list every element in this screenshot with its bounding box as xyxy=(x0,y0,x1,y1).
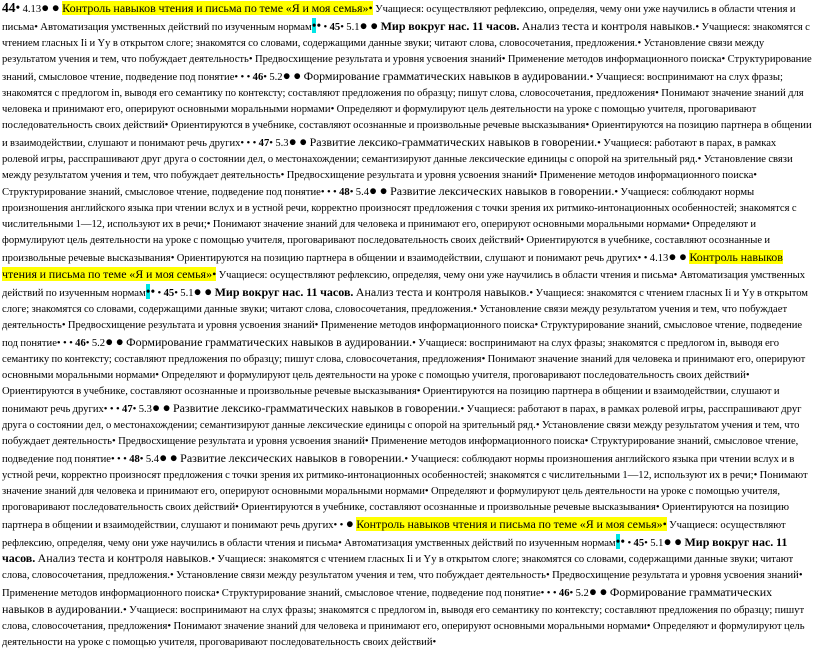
lesson-code: 5.1 xyxy=(346,21,360,33)
bullet: • xyxy=(798,570,803,582)
activity-text: Понимают значение знаний для человека и принимают его, оперируют основными моральными нормами xyxy=(2,87,804,115)
bullet: • xyxy=(170,570,174,582)
activity-text: Учащиеся: воспринимают на слух фразы; знакомятся с предлогом in, выводя его семантику по контексту; составляют предложения по образцу; пишут слова, словосочетания, предложения xyxy=(2,71,783,99)
bullet: ● xyxy=(345,515,354,531)
bullet: • xyxy=(584,435,589,447)
activity-text: Предвосхищение результата и уровня усвоения знаний xyxy=(118,435,365,447)
bullet: • xyxy=(620,533,626,549)
lesson-title: Мир вокруг нас. 11 часов. xyxy=(380,18,520,33)
lesson-title: Развитие лексических навыков в говорении. xyxy=(390,184,615,199)
bullet: • xyxy=(252,137,257,149)
activity-text: Определяют и формулируют цель деятельности на уроке с помощью учителя, проговаривают последовательность своих действий xyxy=(2,621,805,649)
activity-text: Определяют и формулируют цель деятельности на уроке с помощью учителя, проговаривают последовательность своих действий xyxy=(2,485,781,513)
bullet: • xyxy=(15,0,21,15)
bullet: ● xyxy=(105,334,114,350)
bullet: • xyxy=(248,53,253,65)
bullet: • xyxy=(637,253,642,265)
bullet: • xyxy=(416,385,421,397)
bullet: • xyxy=(269,137,273,149)
activity-text: Автоматизация умственных действий по изученным нормам xyxy=(40,21,312,33)
lesson-code: 5.2 xyxy=(91,338,106,350)
bullet: • xyxy=(170,253,175,265)
lesson-title: Развитие лексико-грамматических навыков в говорении. xyxy=(172,400,461,415)
bullet: ● xyxy=(288,133,297,149)
lesson-number: 46 xyxy=(75,338,86,350)
bullet: • xyxy=(338,537,342,549)
activity-text: Ориентируются на позицию партнера в общении и взаимодействии, слушают и понимают речь других xyxy=(2,119,812,149)
lesson-code: 4.13 xyxy=(649,253,669,265)
activity-text: Ориентируются в учебнике, составляют осознанные и произвольные речевые высказывания xyxy=(2,235,771,265)
activity-text: Ориентируются на позицию партнера в общении и взаимодействии, слушают и понимают речь других xyxy=(2,501,789,531)
bullet: • xyxy=(240,137,245,149)
lesson-code: 5.2 xyxy=(575,588,589,600)
activity-text: Автоматизация умственных действий по изученным нормам xyxy=(2,270,806,300)
activity-text: Установление связи между результатом учения и тем, что побуждает деятельность xyxy=(2,37,765,65)
lesson-title: Формирование грамматических навыков в аудировании. xyxy=(2,585,773,617)
bullet: • xyxy=(246,137,251,149)
activity-text: Структурирование знаний, смысловое чтение, подведение под понятие xyxy=(2,320,803,350)
lesson-title-highlighted: Контроль навыков чтения и письма по теме «Я и моя семья» xyxy=(356,516,663,531)
bullet: • xyxy=(481,354,486,366)
bullet: • xyxy=(404,453,409,465)
bullet: • xyxy=(540,588,545,600)
bullet: • xyxy=(211,554,215,566)
activity-text: Предвосхищение результата и уровня усвоения знаний xyxy=(552,570,799,582)
bullet: • xyxy=(234,71,239,83)
bullet: ● xyxy=(41,0,50,15)
activity-text: Ориентируются на позицию партнера в общении и взаимодействии, слушают и понимают речь других xyxy=(2,385,780,415)
activity-text: Применение методов информационного поиска xyxy=(539,169,754,181)
bullet: • xyxy=(235,501,239,513)
activity-text: Структурирование знаний, смысловое чтение, подведение под понятие xyxy=(2,187,321,199)
lesson-number: 46 xyxy=(558,588,570,600)
activity-text: Учащиеся: знакомятся с чтением гласных Ii и Yy в открытом слоге; знакомятся со словами, содержащими данные звуки; читают слова, словосочетания, предложения. xyxy=(2,21,810,49)
bullet: • xyxy=(212,267,217,282)
bullet: • xyxy=(103,403,108,415)
bullet: ● xyxy=(663,533,672,549)
bullet: ● xyxy=(369,183,378,199)
activity-text: Установление связи между результатом учения и тем, что побуждает деятельность xyxy=(2,153,793,181)
activity-text: Структурирование знаний, смысловое чтение, подведение под понятие xyxy=(2,435,799,465)
lesson-number: 44 xyxy=(2,0,16,15)
bullet: • xyxy=(753,169,757,181)
bullet: • xyxy=(112,435,116,447)
bullet: • xyxy=(643,253,648,265)
bullet: ● xyxy=(293,67,302,83)
bullet: ● xyxy=(193,284,202,300)
bullet: • xyxy=(123,605,127,617)
bullet: • xyxy=(139,453,144,465)
lesson-subtitle: Анализ теста и контроля навыков. xyxy=(355,285,530,300)
activity-text: Автоматизация умственных действий по изученным нормам xyxy=(344,537,616,549)
lesson-title-highlighted: Контроль навыков чтения и письма по теме «Я и моя семья» xyxy=(62,1,369,15)
bullet: • xyxy=(323,21,328,33)
bullet: • xyxy=(627,537,632,549)
bullet: • xyxy=(174,288,178,300)
lesson-subtitle: Анализ теста и контроля навыков. xyxy=(521,18,696,33)
bullet: • xyxy=(132,403,137,415)
bullet: • xyxy=(364,435,369,447)
lesson-title-highlighted: Контроль навыков чтения и письма по теме «Я и моя семья» xyxy=(2,250,783,282)
bullet: • xyxy=(460,403,465,415)
bullet: • xyxy=(545,570,550,582)
lesson-title: Развитие лексико-грамматических навыков в говорении. xyxy=(309,134,598,149)
activity-text: Предвосхищение результата и уровня усвоения знаний xyxy=(286,169,534,181)
bullet: • xyxy=(61,320,66,332)
bullet: • xyxy=(368,1,373,15)
bullet: ● xyxy=(169,449,178,465)
activity-text: Ориентируются в учебнике, составляют осознанные и произвольные речевые высказывания xyxy=(2,385,417,397)
activity-text: Применение методов информационного поиска xyxy=(2,588,216,600)
lesson-number: 47 xyxy=(122,403,133,415)
bullet: • xyxy=(150,284,156,300)
bullet: • xyxy=(145,284,151,300)
activity-text: Установление связи между результатом учения и тем, что побуждает деятельность xyxy=(2,419,800,447)
bullet: ● xyxy=(379,183,388,199)
bullet: • xyxy=(326,187,331,199)
bullet: • xyxy=(63,338,67,350)
bullet: ● xyxy=(588,584,597,600)
bullet: • xyxy=(695,21,700,33)
bullet: ● xyxy=(162,399,171,415)
bullet: • xyxy=(552,588,557,600)
bullet: • xyxy=(534,320,539,332)
bullet: • xyxy=(662,516,667,531)
bullet: ● xyxy=(599,584,608,600)
bullet: • xyxy=(206,219,211,231)
activity-text: Понимают значение знаний для человека и принимают его, оперируют основными моральными нормами xyxy=(2,469,808,497)
activity-text: Ориентируются на позицию партнера в общении и взаимодействии, слушают и понимают речь других xyxy=(176,253,638,265)
bullet: ● xyxy=(51,0,60,15)
activity-text: Понимают значение знаний для человека и принимают его, оперируют основными моральными нормами xyxy=(173,621,647,633)
bullet: • xyxy=(637,37,642,49)
bullet: • xyxy=(240,71,245,83)
bullet: • xyxy=(424,485,429,497)
bullet: • xyxy=(333,519,338,531)
bullet: • xyxy=(569,588,574,600)
bullet: • xyxy=(546,588,551,600)
lesson-number: 47 xyxy=(258,137,270,149)
bullet: ● xyxy=(370,17,379,33)
activity-text: Применение методов информационного поиска xyxy=(320,320,535,332)
bullet: • xyxy=(340,21,344,33)
bullet: • xyxy=(263,71,267,83)
bullet: • xyxy=(85,338,90,350)
bullet: • xyxy=(280,169,285,181)
activity-text: Понимают значение знаний для человека и принимают его, оперируют основными моральными нормами xyxy=(212,219,687,231)
bullet: • xyxy=(123,453,127,465)
lesson-code: 5.2 xyxy=(269,71,283,83)
bullet: • xyxy=(117,453,121,465)
activity-text: Структурирование знаний, смысловое чтение, подведение под понятие xyxy=(2,53,812,83)
lesson-number: 45 xyxy=(163,288,175,300)
bullet: • xyxy=(655,501,660,513)
lesson-code: 5.1 xyxy=(180,288,194,300)
lesson-code: 5.1 xyxy=(650,537,664,549)
bullet: • xyxy=(644,537,648,549)
bullet: • xyxy=(320,187,325,199)
activity-text: Учащиеся: воспринимают на слух фразы; знакомятся с предлогом in, выводя его семантику по контексту; составляют предложения по образцу; пишут слова, словосочетания, предложения xyxy=(2,338,780,366)
bullet: • xyxy=(473,304,478,316)
activity-text: Предвосхищение результата и уровня усвоения знаний xyxy=(67,320,315,332)
bullet: ● xyxy=(668,249,677,265)
activity-text: Установление связи между результатом учения и тем, что побуждает деятельность xyxy=(176,570,546,582)
lesson-title: Мир вокруг нас. 11 часов. xyxy=(214,285,354,300)
lesson-title: Формирование грамматических навыков в аудировании. xyxy=(126,335,413,350)
bullet: • xyxy=(589,71,594,83)
bullet: • xyxy=(246,71,251,83)
bullet: ● xyxy=(115,334,124,350)
bullet: • xyxy=(614,187,619,199)
bullet: • xyxy=(167,621,172,633)
bullet: • xyxy=(686,219,690,231)
lesson-title: Формирование грамматических навыков в аудировании. xyxy=(303,68,590,83)
lesson-title: Мир вокруг нас. 11 часов. xyxy=(2,534,788,566)
activity-text: Учащиеся: работают в парах, в рамках ролевой игры, расспрашивают друг друга о состоянии дел, о местонахождении; семантизируют данные лексические единицы с опорой на зрительный ряд. xyxy=(2,403,802,431)
bullet: • xyxy=(520,235,525,247)
lesson-number: 45 xyxy=(633,537,645,549)
bullet: • xyxy=(753,469,758,481)
activity-text: Учащиеся: осуществляют рефлексию, определяя, чему они уже научились в области чтения и письма xyxy=(2,4,796,33)
bullet: ● xyxy=(678,249,688,265)
activity-text: Учащиеся: соблюдают нормы произношения английского языка при чтении вслух и в устной речи, корректно произносят предложения с точки зрения их ритмико-интонационных особенностей; знакомятся с числительными 1—12, используют их в речи; xyxy=(2,453,795,481)
bullet: • xyxy=(110,453,115,465)
bullet: • xyxy=(697,153,702,165)
bullet: • xyxy=(69,338,73,350)
bullet: • xyxy=(316,17,322,33)
bullet: • xyxy=(655,87,659,99)
bullet: • xyxy=(349,187,354,199)
lesson-code: 5.4 xyxy=(145,453,160,465)
activity-text: Применение методов информационного поиска xyxy=(370,435,585,447)
bullet: ● xyxy=(159,449,168,465)
bullet: • xyxy=(533,169,538,181)
bullet: • xyxy=(34,21,38,33)
bullet: • xyxy=(339,519,344,531)
activity-text: Учащиеся: знакомятся с чтением гласных Ii и Yy в открытом слоге; знакомятся со словами, содержащими данные звуки; читают слова, словосочетания, предложения. xyxy=(2,288,808,316)
bullet: • xyxy=(311,17,317,33)
activity-text: Учащиеся: работают в парах, в рамках ролевой игры, расспрашивают друг друга о состоянии дел, о местонахождении; семантизируют данные лексические единицы с опорой на зрительный ряд. xyxy=(2,137,777,165)
bullet: • xyxy=(330,103,335,115)
bullet: ● xyxy=(673,533,683,549)
bullet: • xyxy=(115,403,120,415)
activity-text: Предвосхищение результата и уровня усвоения знаний xyxy=(254,53,502,65)
lesson-code: 5.3 xyxy=(275,137,289,149)
bullet: • xyxy=(745,369,750,381)
bullet: • xyxy=(157,288,162,300)
activity-text: Учащиеся: соблюдают нормы произношения английского языка при чтении вслух и в устной речи, корректно произносят предложения с точки зрения их ритмико-интонационных особенностей; знакомятся с числительными 1—12, используют их в речи; xyxy=(2,187,797,231)
activity-text: Установление связи между результатом учения и тем, что побуждает деятельность xyxy=(2,304,788,332)
lesson-number: 46 xyxy=(252,71,264,83)
activity-text: Учащиеся: воспринимают на слух фразы; знакомятся с предлогом in, выводя его семантику по контексту; составляют предложения по образцу; пишут слова, словосочетания, предложения xyxy=(2,605,805,633)
bullet: • xyxy=(215,588,220,600)
lesson-number: 48 xyxy=(339,187,350,199)
activity-text: Определяют и формулируют цель деятельности на уроке с помощью учителя, проговаривают последовательность своих действий xyxy=(161,369,746,381)
bullet: • xyxy=(585,119,590,131)
lesson-title: Развитие лексических навыков в говорении. xyxy=(180,450,405,465)
lesson-subtitle: Анализ теста и контроля навыков. xyxy=(37,551,212,566)
bullet: • xyxy=(615,533,621,549)
activity-text: Применение методов информационного поиска xyxy=(507,53,722,65)
bullet: • xyxy=(164,119,169,131)
activity-text: Структурирование знаний, смысловое чтение, подведение под понятие xyxy=(221,588,541,600)
bullet: • xyxy=(109,403,114,415)
activity-text: Ориентируются в учебнике, составляют осознанные и произвольные речевые высказывания xyxy=(241,501,656,513)
bullet: ● xyxy=(299,133,308,149)
activity-text: Понимают значение знаний для человека и принимают его, оперируют основными моральными нормами xyxy=(2,354,806,381)
bullet: • xyxy=(56,338,61,350)
activity-text: Определяют и формулируют цель деятельности на уроке с помощью учителя, проговаривают последовательность своих действий xyxy=(2,219,757,247)
bullet: • xyxy=(333,187,337,199)
activity-text: Учащиеся: осуществляют рефлексию, определяя, чему они уже научились в области чтения и письма xyxy=(218,270,674,282)
lesson-code: 5.4 xyxy=(355,187,370,199)
lesson-code: 4.13 xyxy=(22,4,42,15)
lesson-code: 5.3 xyxy=(138,403,152,415)
bullet: • xyxy=(673,270,678,282)
bullet: • xyxy=(535,419,540,431)
bullet: • xyxy=(412,338,416,350)
lesson-number: 48 xyxy=(129,453,140,465)
bullet: • xyxy=(155,369,159,381)
bullet: • xyxy=(314,320,319,332)
activity-text: Ориентируются в учебнике, составляют осознанные и произвольные речевые высказывания xyxy=(170,119,586,131)
bullet: • xyxy=(646,621,651,633)
bullet: • xyxy=(529,288,534,300)
activity-text: Учащиеся: осуществляют рефлексию, определяя, чему они уже научились в области чтения и письма xyxy=(2,519,786,549)
bullet: ● xyxy=(359,17,368,33)
lesson-number: 45 xyxy=(329,21,341,33)
bullet: • xyxy=(597,137,601,149)
bullet: • xyxy=(721,53,726,65)
bullet: ● xyxy=(151,399,161,415)
activity-text: Учащиеся: знакомятся с чтением гласных Ii и Yy в открытом слоге; знакомятся со словами, содержащими данные звуки; читают слова, словосочетания, предложения. xyxy=(2,554,794,582)
bullet: ● xyxy=(204,284,213,300)
lesson-plan-text xyxy=(2,0,814,651)
bullet: ● xyxy=(282,67,291,83)
bullet: • xyxy=(501,53,506,65)
activity-text: Определяют и формулируют цель деятельности на уроке с помощью учителя, проговаривают последовательность своих действий xyxy=(2,103,757,131)
bullet: • xyxy=(432,637,437,649)
